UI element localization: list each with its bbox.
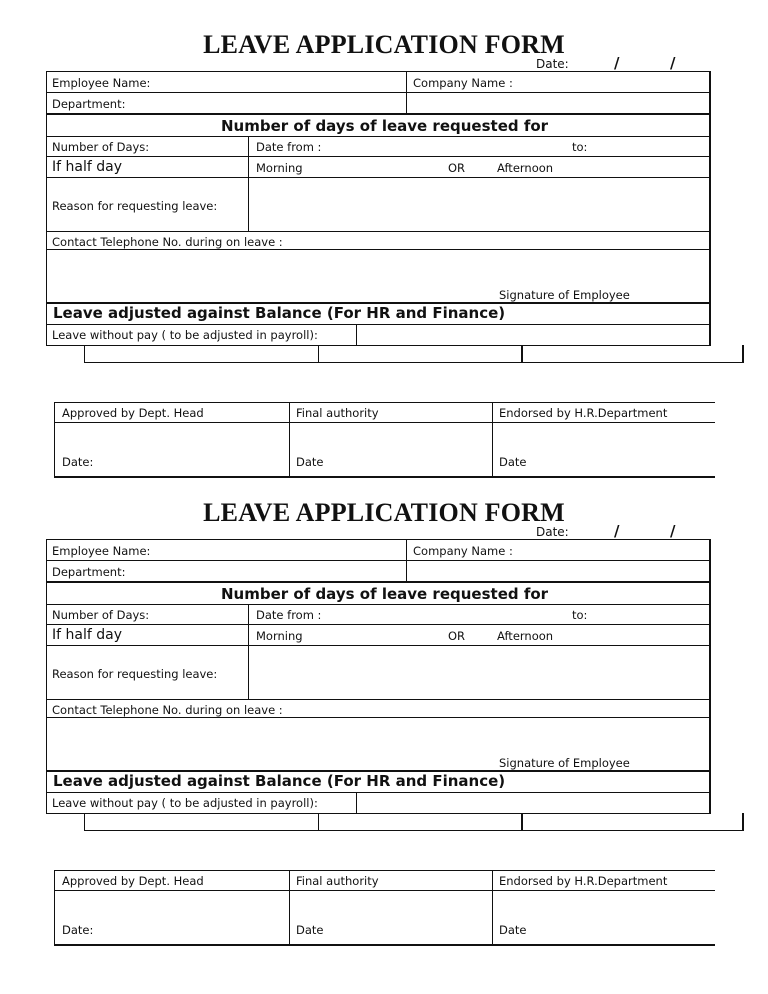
afternoon-option[interactable]: Afternoon — [497, 161, 554, 175]
balance-field-2[interactable] — [320, 814, 519, 830]
date-label: Date: — [536, 525, 569, 539]
approval-divider — [492, 870, 493, 945]
final-authority-signature-field[interactable] — [291, 424, 490, 474]
employee-name-label: Employee Name: — [52, 544, 151, 558]
leave-adjusted-heading: Leave adjusted against Balance (For HR and Finance) — [53, 304, 506, 322]
approval-divider — [54, 422, 715, 423]
approval-divider — [492, 402, 493, 477]
balance-field-3[interactable] — [524, 814, 740, 830]
half-day-label: If half day — [52, 627, 122, 643]
date-slash-icon: / — [670, 522, 676, 540]
cell-divider — [248, 136, 249, 231]
leave-adjusted-heading: Leave adjusted against Balance (For HR and Finance) — [53, 772, 506, 790]
endorsed-by-label: Endorsed by H.R.Department — [499, 406, 668, 420]
afternoon-option[interactable]: Afternoon — [497, 629, 554, 643]
date-to-field[interactable] — [592, 605, 706, 624]
date-from-label: Date from : — [256, 608, 322, 622]
row-divider — [46, 156, 711, 157]
leave-without-pay-label: Leave without pay ( to be adjusted in payroll): — [52, 328, 318, 342]
leave-without-pay-label: Leave without pay ( to be adjusted in payroll): — [52, 796, 318, 810]
department-field[interactable] — [140, 93, 404, 113]
cell-divider — [318, 813, 319, 831]
row-divider — [46, 581, 711, 583]
cell-divider — [318, 345, 319, 363]
signature-label: Signature of Employee — [499, 288, 630, 302]
signature-label: Signature of Employee — [499, 756, 630, 770]
cell-divider — [248, 604, 249, 699]
date-from-field[interactable] — [340, 605, 560, 624]
form-title: LEAVE APPLICATION FORM — [203, 30, 565, 59]
cell-divider — [356, 324, 357, 346]
date-slash-icon: / — [670, 54, 676, 72]
employee-name-field[interactable] — [160, 72, 404, 92]
final-authority-signature-field[interactable] — [291, 892, 490, 942]
final-authority-label: Final authority — [296, 406, 379, 420]
number-of-days-label: Number of Days: — [52, 140, 150, 154]
morning-option[interactable]: Morning — [256, 629, 303, 643]
balance-field-1[interactable] — [86, 814, 316, 830]
company-name-label: Company Name : — [413, 76, 513, 90]
days-requested-heading: Number of days of leave requested for — [221, 585, 549, 603]
reason-field[interactable] — [250, 178, 708, 230]
approved-by-label: Approved by Dept. Head — [62, 874, 204, 888]
balance-field-1[interactable] — [86, 346, 316, 362]
company-name-field[interactable] — [408, 72, 708, 92]
date-from-field[interactable] — [340, 137, 560, 156]
employee-name-field[interactable] — [160, 540, 404, 560]
company-name-field[interactable] — [408, 540, 708, 560]
approval-divider — [289, 402, 290, 477]
contact-telephone-label: Contact Telephone No. during on leave : — [52, 235, 283, 249]
leave-without-pay-field[interactable] — [358, 325, 708, 345]
contact-telephone-label: Contact Telephone No. during on leave : — [52, 703, 283, 717]
row-divider — [46, 699, 711, 700]
cell-divider — [521, 813, 523, 831]
approval-border — [54, 870, 715, 871]
row-divider — [46, 231, 711, 232]
dept-head-signature-field[interactable] — [56, 892, 287, 942]
hr-signature-field[interactable] — [494, 892, 713, 942]
approval-date-label: Date: — [62, 455, 94, 469]
balance-field-3[interactable] — [524, 346, 740, 362]
date-to-field[interactable] — [592, 137, 706, 156]
leave-form-2 — [0, 498, 768, 978]
employee-name-label: Employee Name: — [52, 76, 151, 90]
date-slash-icon: / — [614, 54, 620, 72]
morning-option[interactable]: Morning — [256, 161, 303, 175]
date-to-label: to: — [572, 608, 588, 622]
approval-date-label: Date: — [62, 923, 94, 937]
authority-date-label: Date — [296, 455, 324, 469]
hr-signature-field[interactable] — [494, 424, 713, 474]
leave-without-pay-field[interactable] — [358, 793, 708, 813]
approval-divider — [54, 890, 715, 891]
endorsed-date-label: Date — [499, 923, 527, 937]
leave-form-1 — [0, 30, 768, 510]
endorsed-by-label: Endorsed by H.R.Department — [499, 874, 668, 888]
department-field[interactable] — [140, 561, 404, 581]
approved-by-label: Approved by Dept. Head — [62, 406, 204, 420]
approval-border — [54, 402, 715, 403]
company-name-label: Company Name : — [413, 544, 513, 558]
or-label: OR — [448, 629, 466, 643]
cell-divider — [521, 345, 523, 363]
approval-divider — [289, 870, 290, 945]
form-title: LEAVE APPLICATION FORM — [203, 498, 565, 527]
days-requested-heading: Number of days of leave requested for — [221, 117, 549, 135]
final-authority-label: Final authority — [296, 874, 379, 888]
date-to-label: to: — [572, 140, 588, 154]
date-header — [536, 522, 676, 540]
balance-field-2[interactable] — [320, 346, 519, 362]
department-label: Department: — [52, 565, 126, 579]
cell-divider — [356, 792, 357, 814]
approval-border — [54, 944, 715, 946]
date-from-label: Date from : — [256, 140, 322, 154]
reason-label: Reason for requesting leave: — [52, 667, 218, 681]
row-divider — [46, 113, 711, 115]
number-of-days-label: Number of Days: — [52, 608, 150, 622]
or-label: OR — [448, 161, 466, 175]
department-label: Department: — [52, 97, 126, 111]
endorsed-date-label: Date — [499, 455, 527, 469]
date-header — [536, 54, 676, 72]
approval-border — [54, 870, 55, 945]
dept-head-signature-field[interactable] — [56, 424, 287, 474]
authority-date-label: Date — [296, 923, 324, 937]
reason-label: Reason for requesting leave: — [52, 199, 218, 213]
date-slash-icon: / — [614, 522, 620, 540]
approval-border — [54, 476, 715, 478]
reason-field[interactable] — [250, 646, 708, 698]
half-day-label: If half day — [52, 159, 122, 175]
approval-border — [54, 402, 55, 477]
date-label: Date: — [536, 57, 569, 71]
row-divider — [46, 624, 711, 625]
